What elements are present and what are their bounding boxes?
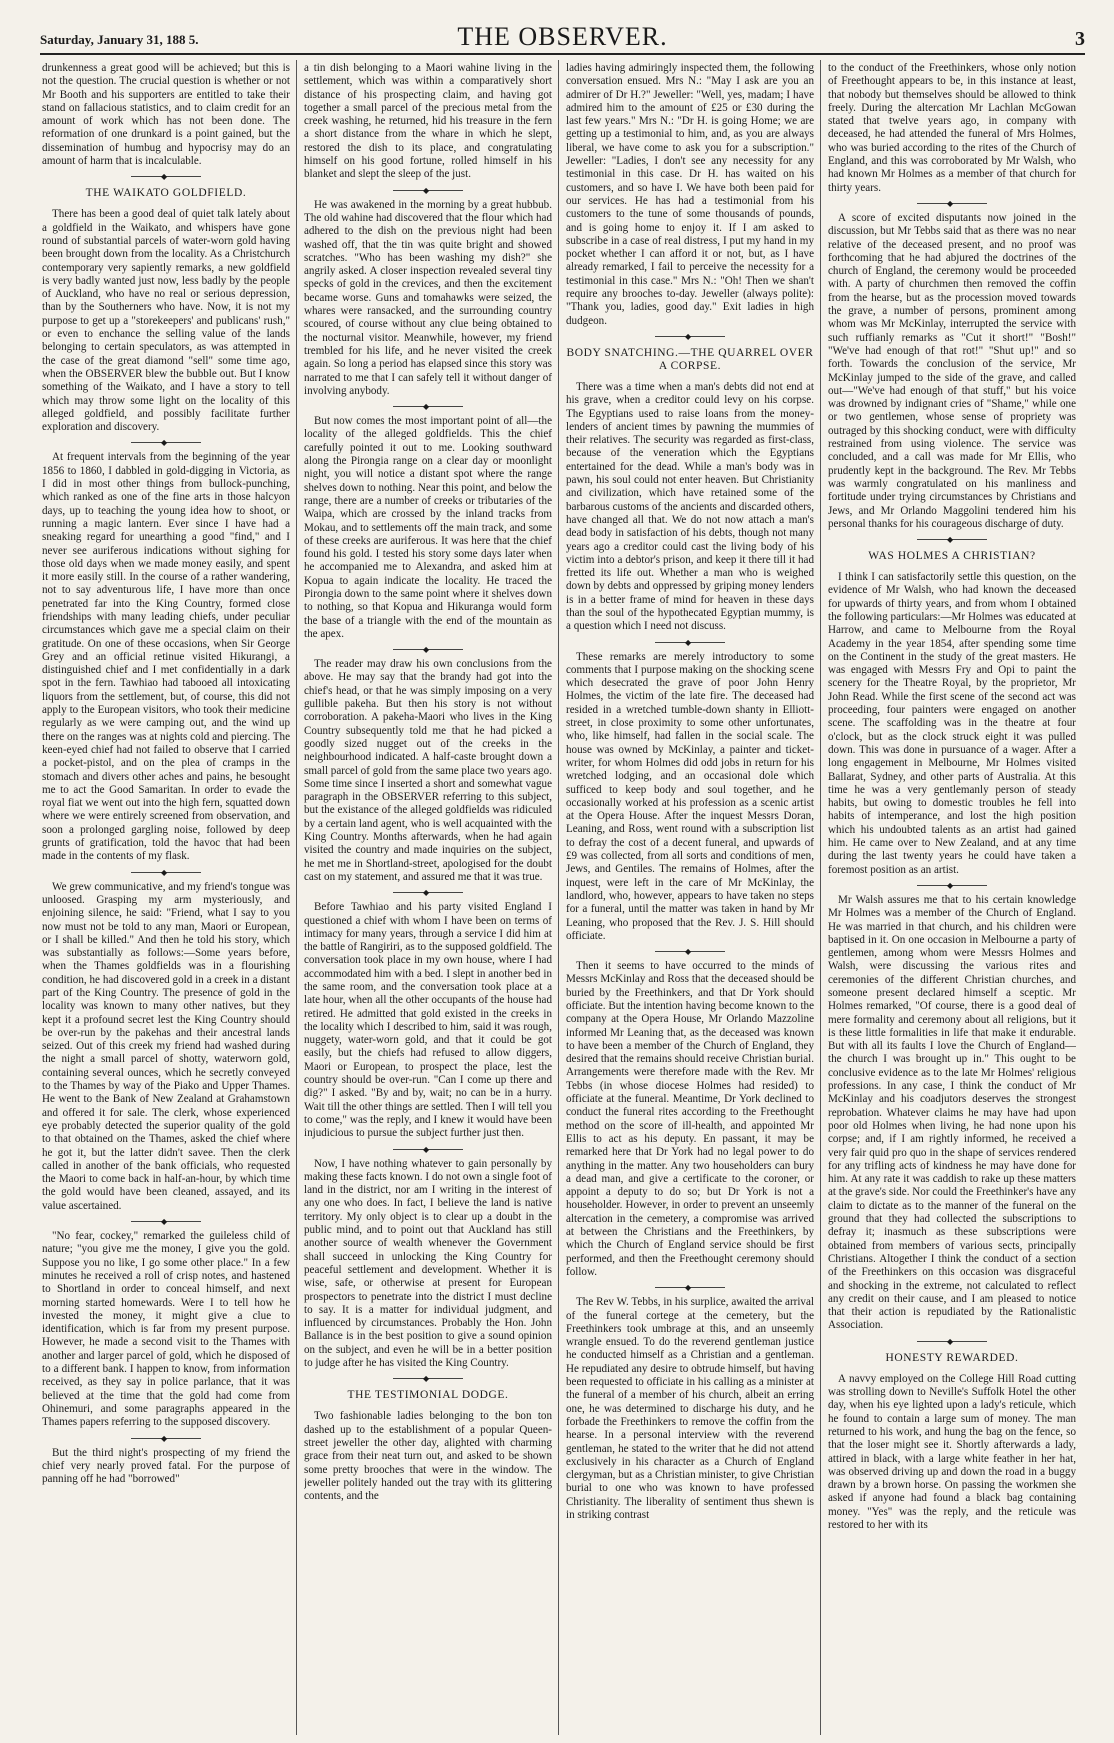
section-separator — [393, 1149, 463, 1150]
column-divider — [820, 60, 821, 1735]
article-paragraph: But now comes the most important point of all—the locality of the alleged goldfields. This the chief carefully pointed it out to me. Looking southward along the Pirongia range on a clear day or moonlight night, you will notice a distant spot where the range shelves down to nothing. Near this point, and below the range, there are a number of creeks or tributaries of the Waipa, which are crossed by the inland tracks from Mokau, and to settlements off the main track, and some of these creeks are auriferous. It was here that the chief found his gold. I tested his story some days later when he accompanied me to Alexandra, and asked him at Kopua to again indicate the locality. He traced the Pirongia down to the same point where it shelves down to nothing, so that Kopua and Hikuranga would form the base of a triangle with the end of the mountain as the apex. — [304, 415, 552, 640]
article-heading-honesty: HONESTY REWARDED. — [885, 1351, 1019, 1364]
article-paragraph: Now, I have nothing whatever to gain personally by making these facts known. I do not own a single foot of land in the district, nor am I writing in the interest of any one who does. In fact, I believe the land is native territory. My only object is to clear up a doubt in the public mind, and to point out that Auckland has still another source of wealth whenever the Government shall succeed in unlocking the King Country for peaceful settlement and development. Whether it is wise, safe, or otherwise at present for European prospectors to penetrate into the district I must decline to say. It is a matter for individual judgment, and influenced by circumstances. Probably the Hon. John Ballance is in the best position to give a sound opinion on the subject, and even he will be in a better position to judge after he has visited the King Country. — [304, 1157, 552, 1370]
article-heading-holmes-christian: WAS HOLMES A CHRISTIAN? — [868, 550, 1036, 563]
column-divider — [296, 60, 297, 1735]
article-paragraph: Then it seems to have occurred to the minds of Messrs McKinlay and Ross that the deceased should be buried by the Freethinkers, and that Dr York should officiate. But the intention having become known to the company at the Opera House, Mr Orlando Mazzoline informed Mr Leaning that, as the deceased was known to have been a member of the Church of England, they desired that the remains should receive Christian burial. Arrangements were therefore made with the Rev. Mr Tebbs (in whose diocese Holmes had resided) to officiate at the funeral. Meantime, Dr York declined to conduct the funeral rites according to the Freethought method on the score of ill-health, and appointed Mr Ellis to act as his deputy. En passant, it may be remarked here that Dr York had no legal power to do anything in the matter. Any two householders can bury a dead man, and give a certificate to the coroner, or appoint a deputy to do so; but Dr York is not a householder. However, in order to prevent an unseemly altercation in the cemetery, a compromise was arrived at between the Christians and the Freethinkers, by which the Church of England service should be first performed, and then the Freethought ceremony should follow. — [566, 960, 814, 1278]
column-3 — [566, 62, 814, 1732]
column-2 — [304, 62, 552, 1732]
section-separator — [131, 1221, 201, 1222]
section-separator — [655, 1287, 725, 1288]
article-paragraph: a tin dish belonging to a Maori wahine living in the settlement, which was within a comparatively short distance of his prospecting claim, and having got together a small parcel of the precious metal from the creek washing, he returned, hid his treasure in the fern a short distance from the whare in which he slept, restored the dish to its place, and congratulating himself on his good fortune, rolled himself in his blanket and slept the sleep of the just. — [304, 62, 552, 181]
section-separator — [655, 642, 725, 643]
article-paragraph: Two fashionable ladies belonging to the bon ton dashed up to the establishment of a popular Queen-street jeweller the other day, alighted with charming grace from their neat turn out, and asked to be shown some pretty brooches that were in the window. The jeweller politely handed out the tray with its glittering contents, and the — [304, 1410, 552, 1503]
article-paragraph: There was a time when a man's debts did not end at his grave, when a creditor could levy on his corpse. The Egyptians used to raise loans from the money-lenders of ancient times by pawning the mummies of their relatives. The security was regarded as first-class, because of the veneration which the Egyptians entertained for the dead. While a man's body was in pawn, his soul could not enter heaven. But Christianity and civilization, which have retained some of the barbarous customs of the ancients and discarded others, have changed all that. We do not now attach a man's dead body in satisfaction of his debts, though not many years ago a creditor could cast the living body of his victim into a debtor's prison, and keep it there till it had fretted its life out. Whether a man who is weighed down by debts and oppressed by griping money lenders is in a better frame of mind for heaven in these days than the soul of the hypothecated Egyptian mummy, is a question which I need not discuss. — [566, 380, 814, 633]
column-4 — [828, 62, 1076, 1732]
masthead-rule — [40, 53, 1085, 55]
column-1 — [42, 62, 290, 1732]
article-paragraph: I think I can satisfactorily settle this question, on the evidence of Mr Walsh, who had known the deceased for upwards of thirty years, and from whom I obtained the following particulars:—Mr Holmes was educated at Harrow, and came to Melbourne from the Royal Academy in the year 1854, after spending some time on the Continent in the study of the great masters. He was engaged with Messrs Fry and Opi to paint the scenery for the Theatre Royal, by the proprietor, Mr John Read. While the first scene of the second act was proceeding, four painters were engaged on another scene. The scaffolding was in the theatre at four o'clock, but as the clock struck eight it was pulled down. This was done in pursuance of a wager. After a long engagement in Melbourne, Mr Holmes visited Ballarat, Sydney, and other parts of Australia. At this time he was a very gentlemanly person of steady habits, but owing to domestic troubles he fell into habits of intemperance, and lost the high position which his undoubted talents as an artist had gained him. He came over to New Zealand, and at any time during the last twenty years he could have taken a foremost position as an artist. — [828, 571, 1076, 876]
section-separator — [131, 1438, 201, 1439]
article-paragraph: The Rev W. Tebbs, in his surplice, awaited the arrival of the funeral cortege at the cemetery, but the Freethinkers took umbrage at this, and an unseemly wrangle ensued. To do the reverend gentleman justice he conducted himself as a Christian and a gentleman. He repudiated any desire to obtrude himself, but having been requested to officiate in his calling as a minister at the funeral of a member of his church, albeit an erring one, he was determined to discharge his duty, and he forbade the Freethinkers to remove the coffin from the hearse. In a personal interview with the reverend gentleman, he stated to the writer that he did not attend exclusively in his character as a Church of England clergyman, but as a Christian minister, to give Christian burial to one who was known to have professed Christianity. The liberality of sentiment thus shewn is in striking contrast — [566, 1296, 814, 1521]
section-separator — [655, 951, 725, 952]
issue-date: Saturday, January 31, 188 5. — [40, 32, 199, 47]
article-paragraph: The reader may draw his own conclusions from the above. He may say that the brandy had got into the chief's head, or that he was simply imposing on a very gullible pakeha. But then his story is not without corroboration. A pakeha-Maori who lives in the King Country subsequently told me that he had picked a goodly sized nugget out of the creeks in the neighbourhood indicated. A half-caste brought down a small parcel of gold from the same place two years ago. Some time since I inserted a short and somewhat vague paragraph in the OBSERVER referring to this subject, but the existance of the alleged goldfields was ridiculed by a certain land agent, who is well acquainted with the King Country. Months afterwards, when he had again visited the country and made inquiries on the subject, he met me in Shortland-street, apologised for the doubt cast on my statement, and assured me that it was true. — [304, 658, 552, 883]
article-heading-waikato: THE WAIKATO GOLDFIELD. — [85, 187, 247, 200]
newspaper-title: THE OBSERVER. — [457, 22, 668, 51]
article-paragraph: These remarks are merely introductory to some comments that I purpose making on the shocking scene which desecrated the grave of poor John Henry Holmes, the victim of the late fire. The deceased had resided in a wretched tumble-down shanty in Elliott-street, in close proximity to some other unfortunates, who, like himself, had fallen in the social scale. The house was owned by McKinlay, a painter and ticket-writer, for whom Holmes did odd jobs in return for his wretched lodging, and an occasional dole which sufficed to keep body and soul together, and he occasionally worked at his profession as a scenic artist at the Opera House. After the inquest Messrs Doran, Leaning, and Ross, went round with a subscription list to defray the cost of a decent funeral, and upwards of £9 was collected, from all sorts and conditions of men, Jews, and Gentiles. The remains of Holmes, after the inquest, were left in the care of Mr McKinlay, the landlord, who, however, appears to have taken no steps for a funeral, until the matter was taken in hand by Mr Leaning, who proposed that the Rev. J. S. Hill should officiate. — [566, 650, 814, 942]
article-separator — [917, 539, 987, 540]
article-separator — [655, 336, 725, 337]
article-paragraph: We grew communicative, and my friend's tongue was unloosed. Grasping my arm mysteriously, and enjoining silence, he said: "Friend, what I say to you now must not be told to any man, Maori or European, or I shall be killed." And then he told his story, which was substantially as follows:—Some years before, when the Thames goldfields was in a flourishing condition, he had discovered gold in a creek in a distant part of the King Country. The presence of gold in the locality was known to many other natives, but they kept it a profound secret lest the King Country should be over-run by the pakehas and their ancestral lands seized. Out of this creek my friend had washed during the night a small parcel of shotty, waterworn gold, containing several ounces, which he secretly conveyed to the Thames by way of the Piako and Upper Thames. He went to the Bank of New Zealand at Grahamstown and offered it for sale. The clerk, whose experienced eye probably detected the superior quality of the gold to that obtained on the Thames, asked the chief where he got it, but the latter didn't savee. Then the clerk called in another of the bank officials, who requested the Maori to come back in half-an-hour, by which time the gold would have been cleaned, assayed, and its value ascertained. — [42, 880, 290, 1212]
section-separator — [131, 442, 201, 443]
column-divider — [558, 60, 559, 1735]
article-paragraph: He was awakened in the morning by a great hubbub. The old wahine had discovered that the flour which had adhered to the dish on the previous night had been washed off, that the tin was quite bright and showed scratches. "Who has been washing my dish?" she angrily asked. A closer inspection revealed several tiny specks of gold in the crevices, and then the excitement became worse. Guns and tomahawks were seized, the whares were ransacked, and the surrounding country scoured, of course without any clue being obtained to the nocturnal visitor. Meanwhile, however, my friend trembled for his life, and he never visited the creek again. So long a period has elapsed since this story was narrated to me that I can safely tell it without danger of involving anybody. — [304, 198, 552, 397]
section-separator — [393, 892, 463, 893]
section-separator — [917, 203, 987, 204]
article-heading-testimonial: THE TESTIMONIAL DODGE. — [347, 1389, 509, 1402]
section-separator — [393, 190, 463, 191]
article-paragraph: Mr Walsh assures me that to his certain knowledge Mr Holmes was a member of the Church of England. He was married in that church, and his children were baptised in it. On one occasion in Melbourne a party of gentlemen, among whom were Messrs Holmes and Walsh, were discussing the various rites and ceremonies of the different Christian churches, and someone present declared himself a sceptic. Mr Holmes remarked, "Of course, there is a good deal of mere formality and ceremony about all religions, but it is these little formalities in life that make it endurable. But with all its faults I love the Church of England—the church I was brought up in." This ought to be conclusive evidence as to the late Mr Holmes' religious professions. In any case, I think the conduct of Mr McKinlay and his coadjutors deserves the strongest reprobation. Whatever claims he may have had upon poor old Holmes when living, he had none upon his corpse; and, if I am rightly informed, he received a very fair quid pro quo in the shape of services rendered for any trifling acts of kindness he may have done for him. At any rate it was caddish to rake up these matters at the grave's side. Nor could the Freethinker's have any claim to dictate as to the manner of the funeral on the ground that they had collected the subscriptions to defray it; inasmuch as these subscriptions were obtained from members of various sects, principally Christians. Altogether I think the conduct of a section of the Freethinkers on this occasion was disgraceful and shocking in the extreme, not calculated to reflect any credit on their cause, and I am pleased to notice that their action is repudiated by the Rationalistic Association. — [828, 893, 1076, 1332]
section-separator — [393, 649, 463, 650]
article-paragraph: Before Tawhiao and his party visited England I questioned a chief with whom I have been on terms of intimacy for many years, through a service I did him at the battle of Rangiriri, as to the supposed goldfield. The conversation took place in my own house, where I had accommodated him with a bed. I slept in another bed in the same room, and the conversation took place at a late hour, when all the other occupants of the house had retired. He admitted that gold existed in the creeks in the locality which I described to him, said it was rough, nuggety, water-worn gold, and that it could be got easily, but the chiefs had refused to allow diggers, Maori or European, to prospect the place, lest the country should be over-run. "Can I come up there and dig?" I asked. "By and by, wait; no can be in a hurry. Wait till the other things are settled. Then I will tell you to come," was the reply, and I knew it would have been injudicious to pursue the subject further just then. — [304, 901, 552, 1140]
article-paragraph: to the conduct of the Freethinkers, whose only notion of Freethought appears to be, in this instance at least, that nobody but themselves should be allowed to think freely. During the altercation Mr Lachlan McGowan stated that twelve years ago, in company with deceased, he had attended the funeral of Mrs Holmes, who was buried according to the rites of the Church of England, and this was corroborated by Mr Walsh, who had known Mr Holmes as a member of that church for thirty years. — [828, 62, 1076, 194]
section-separator — [917, 885, 987, 886]
article-separator — [393, 1378, 463, 1379]
article-paragraph: "No fear, cockey," remarked the guileless child of nature; "you give me the money, I give you the gold. Suppose you no like, I go some other place." In a few minutes he received a roll of crisp notes, and hastened to Shortland in order to conceal himself, and next morning started homewards. Were I to tell how he invested the money, it might give a clue to identification, which is far from my present purpose. However, he made a second visit to the Thames with another and larger parcel of gold, which he disposed of to a different bank. I happen to know, from information received, as they say in police parlance, that it was believed at the time that the gold had come from Ohinemuri, and some paragraphs appeared in the Thames papers referring to the supposed discovery. — [42, 1230, 290, 1429]
section-separator — [393, 406, 463, 407]
article-paragraph: drunkenness a great good will be achieved; but this is not the question. The crucial question is whether or not Mr Booth and his supporters are entitled to take their stand on fallacious statistics, and to claim credit for an amount of work which has not been done. The reformation of one drunkard is a point gained, but the dissemination of humbug and hypocrisy may do an amount of harm that is incalculable. — [42, 62, 290, 168]
article-paragraph: But the third night's prospecting of my friend the chief very nearly proved fatal. For the purpose of panning off he had "borrowed" — [42, 1446, 290, 1486]
masthead — [40, 22, 1085, 52]
article-heading-body-snatching: BODY SNATCHING.—THE QUARREL OVER A CORPSE. — [566, 346, 814, 372]
article-paragraph: There has been a good deal of quiet talk lately about a goldfield in the Waikato, and whispers have gone round of substantial parcels of water-worn gold having been brought down from the locality. As a Christchurch contemporary very sapiently remarks, a new goldfield is very badly wanted just now, less badly by the people of Auckland, who have no real or serious depression, than by the Southerners who have. Now, it is not my purpose to get up a "storekeepers' and publicans' rush," or even to enchance the selling value of the lands belonging to certain speculators, as was attempted in the case of the great diamond "sell" some time ago, when the OBSERVER blew the bubble out. But I know something of the Waikato, and I have a story to tell which may throw some light on the locality of this alleged goldfield, and possibly facilitate further exploration and discovery. — [42, 208, 290, 434]
article-paragraph: ladies having admiringly inspected them, the following conversation ensued. Mrs N.: "May I ask are you an admirer of Dr H.?" Jeweller: "Well, yes, madam; I have admired him to the amount of £25 or £30 during the last few years." Mrs N.: "Dr H. is going Home; we are getting up a testimonial to him, and, as you are always liberal, we have come to ask you for a subscription." Jeweller: "Ladies, I don't see any necessity for any testimonial in this case. Dr H. has waited on his customers, and so have I. We have both been paid for our services. He has had a testimonial from his customers to the tune of some thousands of pounds, and is going home to enjoy it. If I am asked to subscribe in a case of real distress, I put my hand in my pocket whether I can afford it or not, but, as I have already remarked, I fail to perceive the necessity for a testimonial in this case." Mrs N.: "Oh! Then we shan't require any brooches to-day. Jeweller (always polite): "Thank you, ladies, good day." Exit ladies in high dudgeon. — [566, 62, 814, 327]
page-number: 3 — [1075, 28, 1085, 50]
section-separator — [131, 872, 201, 873]
article-separator — [131, 176, 201, 177]
article-paragraph: A navvy employed on the College Hill Road cutting was strolling down to Neville's Suffolk Hotel the other day, when his eye lighted upon a lady's reticule, which he found to contain a large sum of money. The man returned to his work, and hung the bag on the fence, so that the loser might see it. Shortly afterwards a lady, attired in black, with a large white feather in her hat, was observed driving up and down the road in a buggy drawn by a brown horse. On passing the workmen she asked if anyone had found a black bag containing money. "Yes" was the reply, and the reticule was restored to her with its — [828, 1372, 1076, 1531]
article-paragraph: A score of excited disputants now joined in the discussion, but Mr Tebbs said that as there was no near relative of the deceased present, and no proof was forthcoming that he had abjured the doctrines of the church of England, the ceremony would be proceeded with. A party of churchmen then removed the coffin from the hearse, but as the procession moved towards the grave, a number of persons, prominent among whom was Mr McKinlay, interrupted the service with such ruffianly remarks as "Cut it short!" "Bosh!" "We've had enough of that rot!" "Shut up!" and so forth. Towards the conclusion of the service, Mr McKinlay jumped to the side of the grave, and called out—"We've had enough of that stuff," but his voice was drowned by indignant cries of "Shame," while one or two gentlemen, whose sense of propriety was outraged by this shocking conduct, were with difficulty restrained from using violence. The service was concluded, and a call was made for Mr Ellis, who prudently kept in the background. The Rev. Mr Tebbs was warmly congratulated on his manliness and fortitude under trying circumstances by Christians and Jews, and Mr Orlando Maggolini tendered him his personal thanks for his courageous discharge of duty. — [828, 211, 1076, 530]
article-paragraph: At frequent intervals from the beginning of the year 1856 to 1860, I dabbled in gold-digging in Victoria, as I did in most other things from bullock-punching, which ranked as one of the fine arts in those halcyon days, up to teaching the young idea how to shoot, or running a magic lantern. Ever since I have had a sneaking regard for unearthing a good "find," and I never see auriferous indications without sighing for those old days when we made money easily, and spent it more easily still. In the course of a rather wandering, not to say adventurous life, I have more than once penetrated far into the King Country, formed close friendships with many leading chiefs, under peculiar circumstances which gave me a special claim on their gratitude. On one of these occasions, when Sir George Grey and an official retinue visited Hikurangi, a distinguished chief and I met confidentially in a dark spot in the fern. Tawhiao had tabooed all intoxicating liquors from the settlement, but, of course, this did not apply to the European visitors, who took their medicine regularly as we were camping out, and the wind up there on the ranges was at nights cold and piercing. The keen-eyed chief had not failed to observe that I carried a pocket-pistol, and on the plea of cramps in the stomach and divers other aches and pains, he besought me to act the Good Samaritan. In order to evade the royal fiat we went out into the high fern, squatted down where we were entirely screened from observation, and soon a prolonged gargling noise, followed by deep grunts of gratification, told the havoc that had been made in the contents of my flask. — [42, 451, 290, 863]
article-separator — [917, 1341, 987, 1342]
